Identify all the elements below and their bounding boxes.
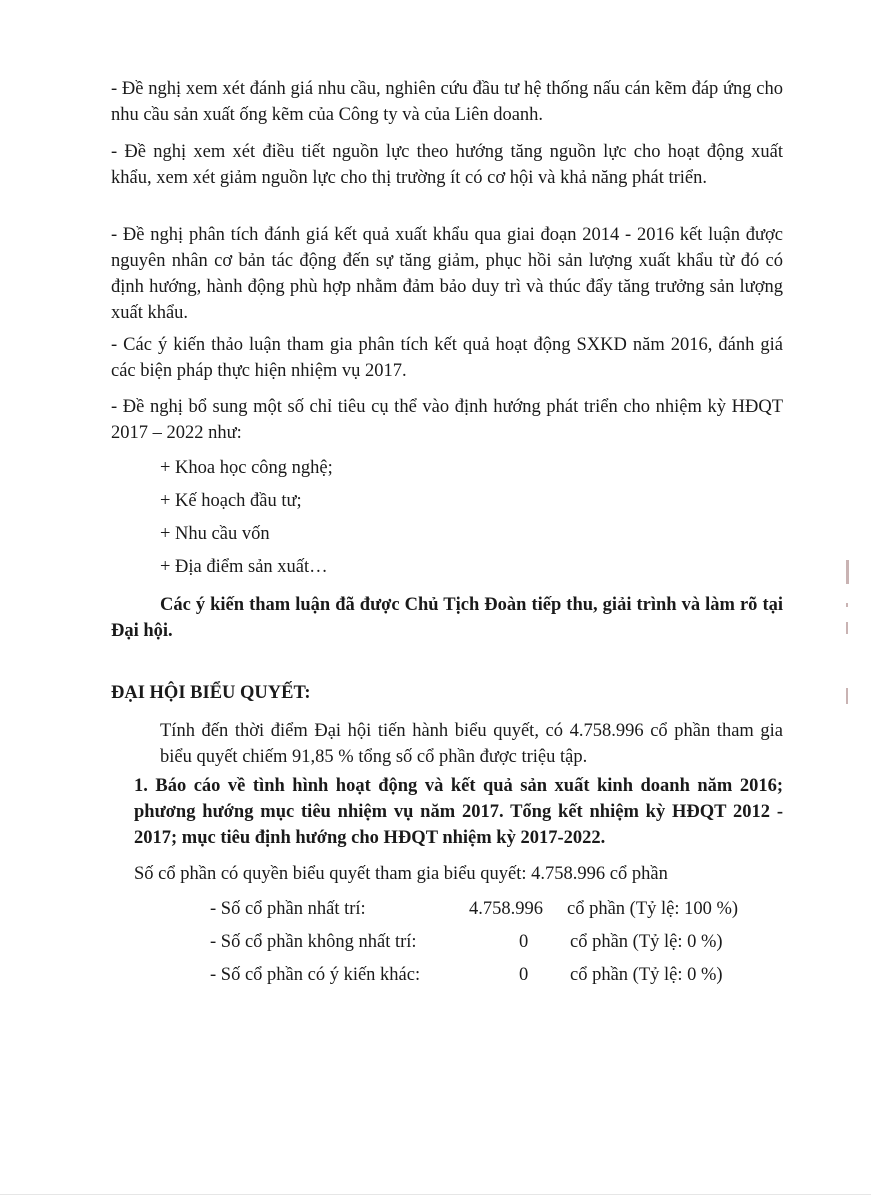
- vote-unit: cổ phần (Tỷ lệ: 100 %): [567, 899, 739, 919]
- vote-count: 0: [519, 965, 529, 985]
- paragraph-discussion: - Các ý kiến thảo luận tham gia phân tích kết quả hoạt động SXKD năm 2016, đánh giá các biện pháp thực hiện nhiệm vụ 2017.: [111, 335, 783, 381]
- paragraph-additional-targets: - Đề nghị bổ sung một số chỉ tiêu cụ thể vào định hướng phát triển cho nhiệm kỳ HĐQT 2017 – 2022 như:: [111, 397, 783, 443]
- conclusion-text: Các ý kiến tham luận đã được Chủ Tịch Đoàn tiếp thu, giải trình và làm rõ tại Đại hội.: [111, 595, 783, 641]
- vote-count: 4.758.996: [469, 899, 543, 919]
- vote-label: - Số cổ phần có ý kiến khác:: [210, 965, 421, 985]
- scan-artifact: [846, 622, 848, 634]
- vote-row-agree: [0, 899, 871, 925]
- vote-label: - Số cổ phần không nhất trí:: [210, 932, 417, 952]
- vote-row-other: [0, 965, 871, 991]
- item1-title: 1. Báo cáo về tình hình hoạt động và kết quả sản xuất kinh doanh năm 2016; phương hướng mục tiêu nhiệm vụ năm 2017. Tổng kết nhiệm kỳ HĐQT 2012 - 2017; mục tiêu định hướng cho HĐQT nhiệm kỳ 2017-2022.: [134, 776, 783, 848]
- vote-unit: cổ phần (Tỷ lệ: 0 %): [570, 932, 723, 952]
- scan-artifact: [846, 688, 848, 704]
- paragraph-export-resources: - Đề nghị xem xét điều tiết nguồn lực theo hướng tăng nguồn lực cho hoạt động xuất khẩu, xem xét giảm nguồn lực cho thị trường ít có cơ hội và khả năng phát triển.: [111, 142, 783, 188]
- sub-item-investment: + Kế hoạch đầu tư;: [160, 491, 302, 511]
- vote-row-disagree: [0, 932, 871, 958]
- scan-artifact: [846, 603, 848, 607]
- scan-edge-line: [0, 1194, 871, 1195]
- vote-unit: cổ phần (Tỷ lệ: 0 %): [570, 965, 723, 985]
- sub-item-technology: + Khoa học công nghệ;: [160, 458, 333, 478]
- item1-eligible-shares: Số cổ phần có quyền biểu quyết tham gia biểu quyết: 4.758.996 cổ phần: [134, 864, 668, 884]
- section-intro: Tính đến thời điểm Đại hội tiến hành biểu quyết, có 4.758.996 cổ phần tham gia biểu quyết chiếm 91,85 % tổng số cổ phần được triệu tập.: [160, 721, 783, 767]
- paragraph-export-analysis: - Đề nghị phân tích đánh giá kết quả xuất khẩu qua giai đoạn 2014 - 2016 kết luận được nguyên nhân cơ bản tác động đến sự tăng giảm, phục hồi sản lượng xuất khẩu từ đó có định hướng, hành động phù hợp nhằm đảm bảo duy trì và thúc đẩy tăng trưởng sản lượng xuất khẩu.: [111, 225, 783, 323]
- section-heading: ĐẠI HỘI BIỂU QUYẾT:: [111, 683, 311, 703]
- scan-artifact: [846, 560, 849, 584]
- sub-item-capital: + Nhu cầu vốn: [160, 524, 270, 544]
- vote-label: - Số cổ phần nhất trí:: [210, 899, 366, 919]
- vote-count: 0: [519, 932, 529, 952]
- sub-item-location: + Địa điểm sản xuất…: [160, 557, 328, 577]
- paragraph-zinc-system: - Đề nghị xem xét đánh giá nhu cầu, nghiên cứu đầu tư hệ thống nấu cán kẽm đáp ứng cho nhu cầu sản xuất ống kẽm của Công ty và của Liên doanh.: [111, 79, 783, 125]
